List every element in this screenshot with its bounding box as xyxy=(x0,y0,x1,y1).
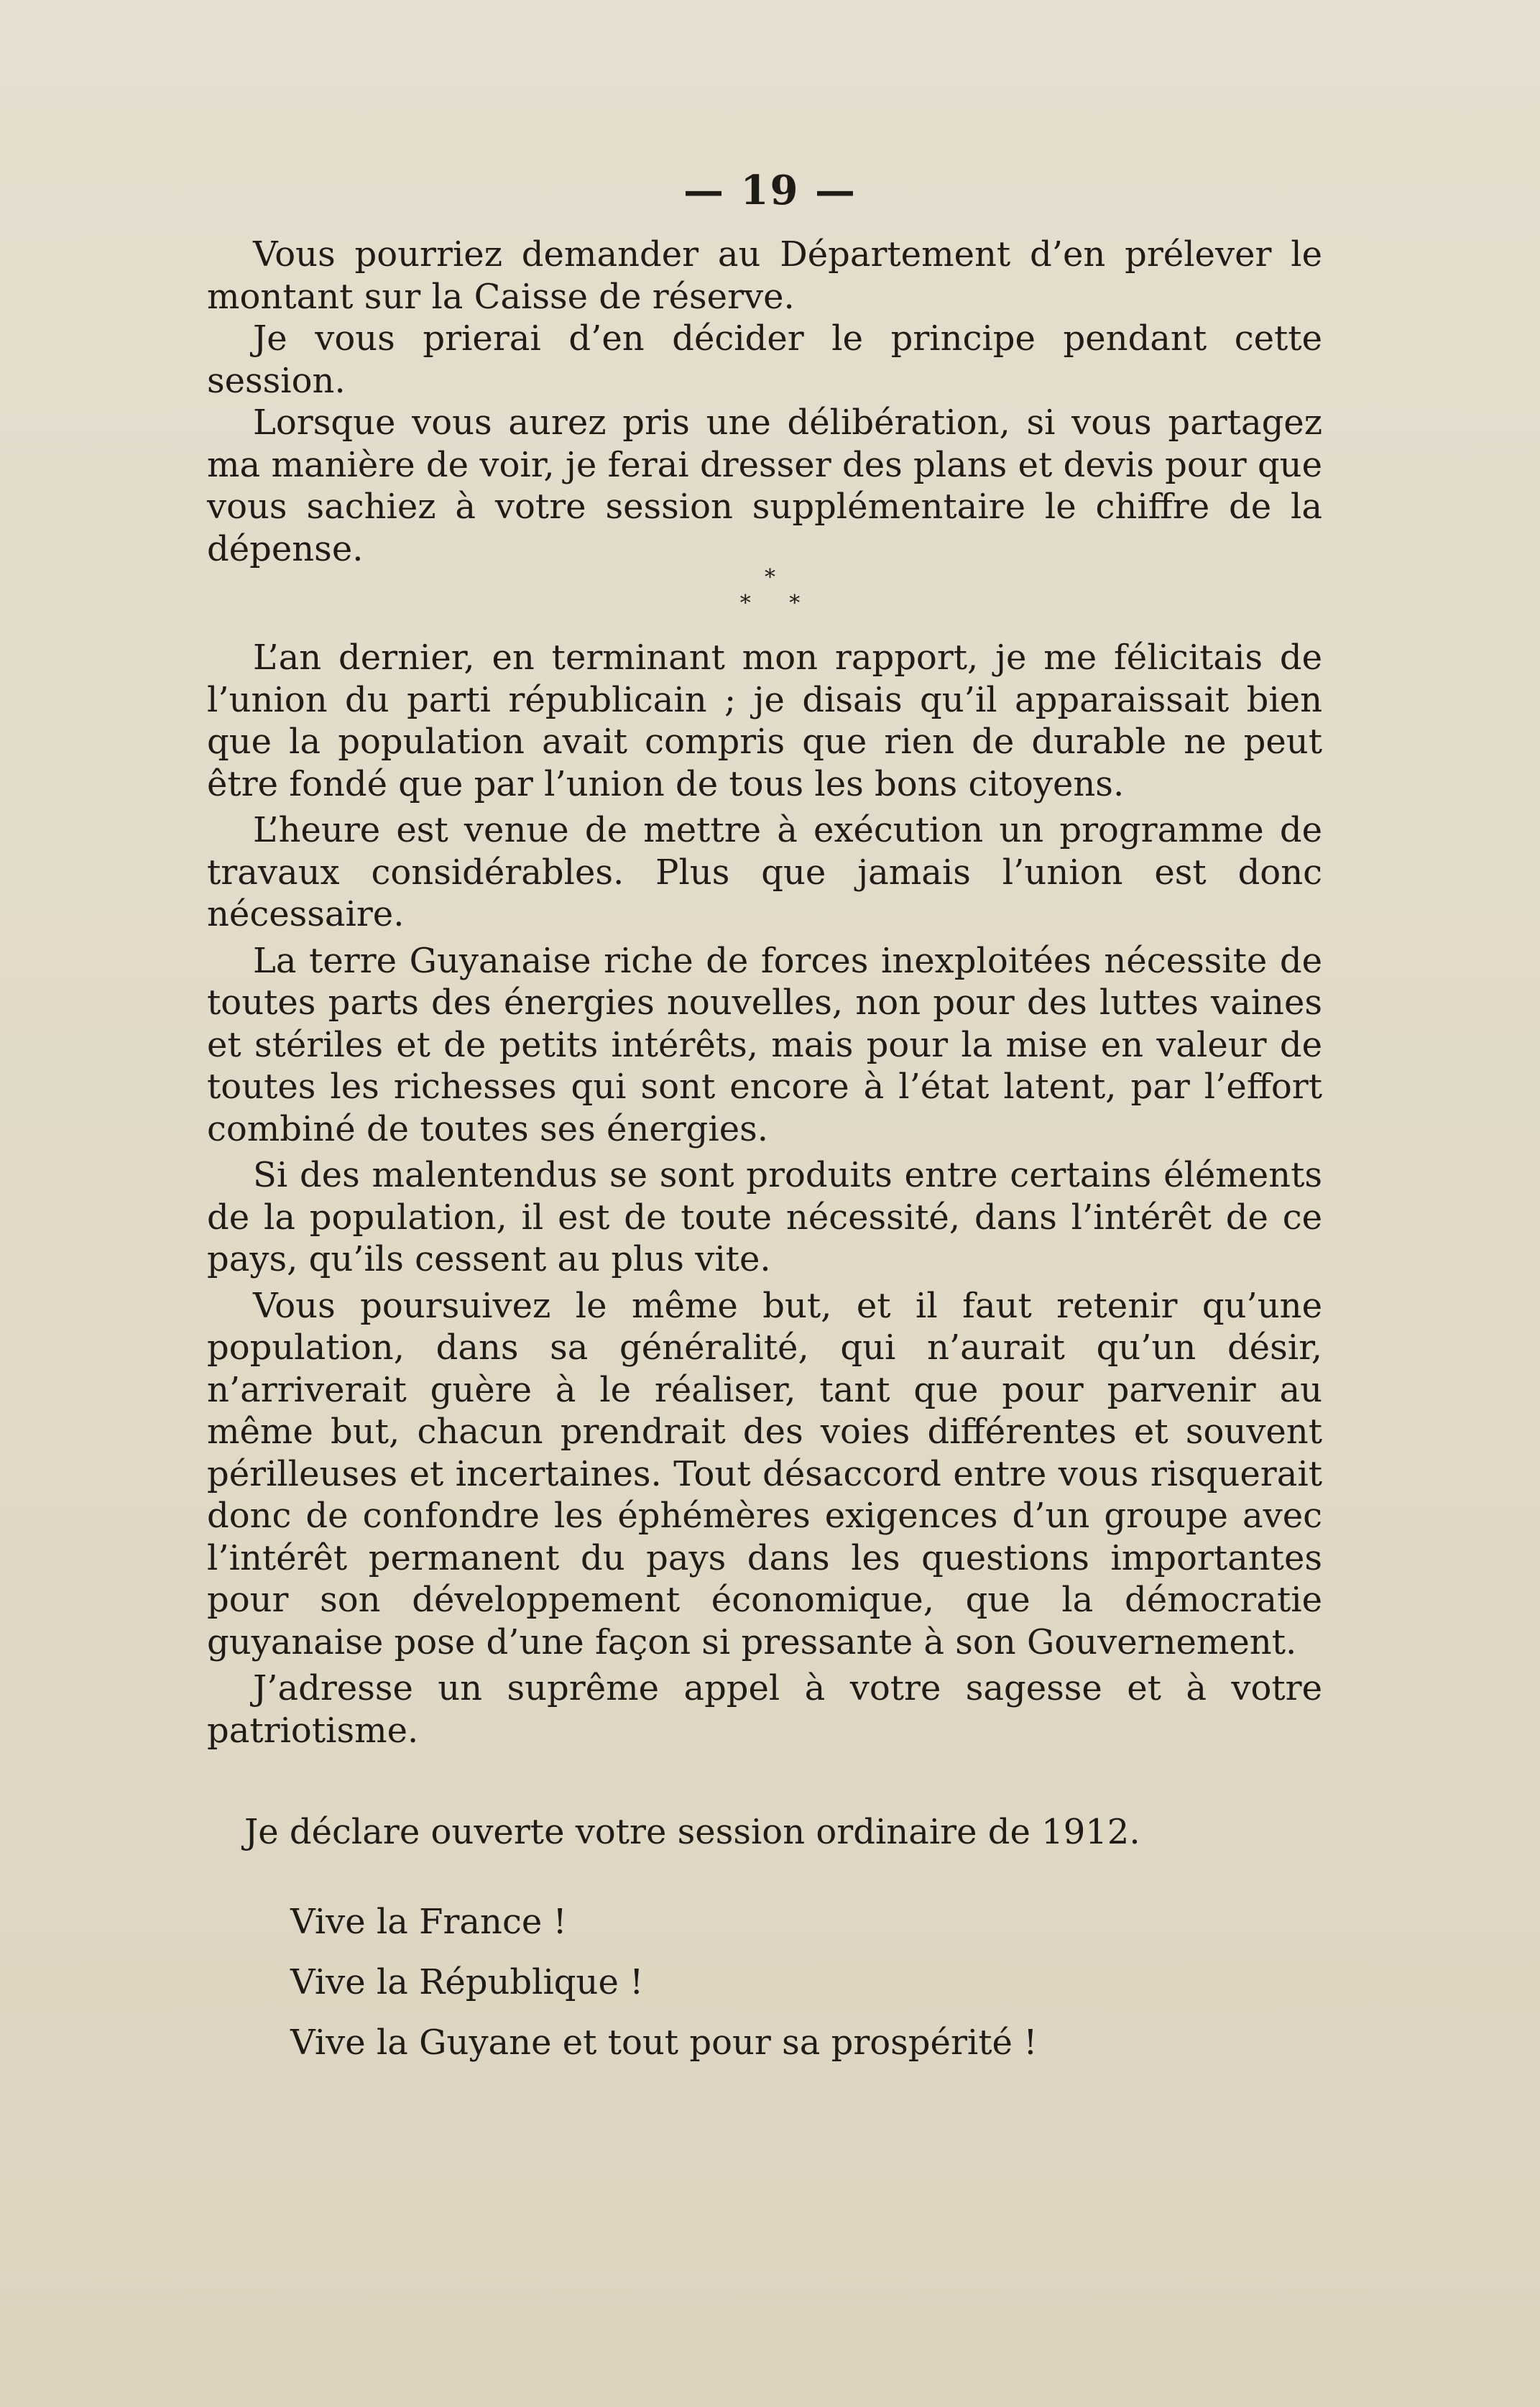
paragraph: L’an dernier, en terminant mon rapport, je me félicitais de l’union du parti républicain ; je disais qu’il apparaissait bien que la population avait compris que rien de durable ne peut être fondé que par l’union de tous les bons citoyens. xyxy=(207,638,1322,804)
section-1 xyxy=(207,234,1322,570)
paragraph: La terre Guyanaise riche de forces inexploitées nécessite de toutes parts des énergies nouvelles, non pour des luttes vaines et stériles et de petits intérêts, mais pour la mise en valeur de toutes les richesses qui sont encore à l’état latent, par l’effort combiné de toutes ses énergies. xyxy=(207,940,1322,1149)
page-number: — 19 — xyxy=(683,167,857,214)
paragraph: Je vous prierai d’en décider le principe pendant cette session. xyxy=(207,318,1322,401)
asterism-bottom-row xyxy=(0,591,1540,617)
vivat-line: Vive la Guyane et tout pour sa prospérité ! xyxy=(290,2022,1038,2063)
vivat-line: Vive la République ! xyxy=(290,1962,644,2002)
vivats-list xyxy=(290,1892,1037,2073)
asterism-right: * xyxy=(789,591,801,616)
paragraph: Vous poursuivez le même but, et il faut retenir qu’une population, dans sa généralité, qui n’aurait qu’un désir, n’arriverait guère à le réaliser, tant que pour parvenir au même but, chacun prendrait des voies différentes et souvent périlleuses et incertaines. Tout désaccord entre vous risquerait donc de confondre les éphémères exigences d’un groupe avec l’intérêt permanent du pays dans les questions importantes pour son développement économique, que la démocratie guyanaise pose d’une façon si pressante à son Gouvernement. xyxy=(207,1285,1322,1662)
vivat-line: Vive la France ! xyxy=(290,1902,567,1942)
closing-declaration: Je déclare ouverte votre session ordinaire de 1912. xyxy=(244,1812,1140,1852)
paragraph: Vous pourriez demander au Département d’en prélever le montant sur la Caisse de réserve. xyxy=(207,234,1322,317)
section-2 xyxy=(207,637,1322,1752)
paragraph: Lorsque vous aurez pris une délibération, si vous partagez ma manière de voir, je ferai dresser des plans et devis pour que vous sachiez à votre session supplémentaire le chiffre de la dépense. xyxy=(207,402,1322,569)
asterism-left: * xyxy=(739,591,751,616)
asterism-separator xyxy=(0,565,1540,622)
paragraph: Si des malentendus se sont produits entre certains éléments de la population, il est de toute nécessité, dans l’intérêt de ce pays, qu’ils cessent au plus vite. xyxy=(207,1155,1322,1279)
paragraph: L’heure est venue de mettre à exécution un programme de travaux considérables. Plus que jamais l’union est donc nécessaire. xyxy=(207,810,1322,934)
asterism-top: * xyxy=(765,565,775,590)
paragraph: J’adresse un suprême appel à votre sagesse et à votre patriotisme. xyxy=(207,1668,1322,1751)
